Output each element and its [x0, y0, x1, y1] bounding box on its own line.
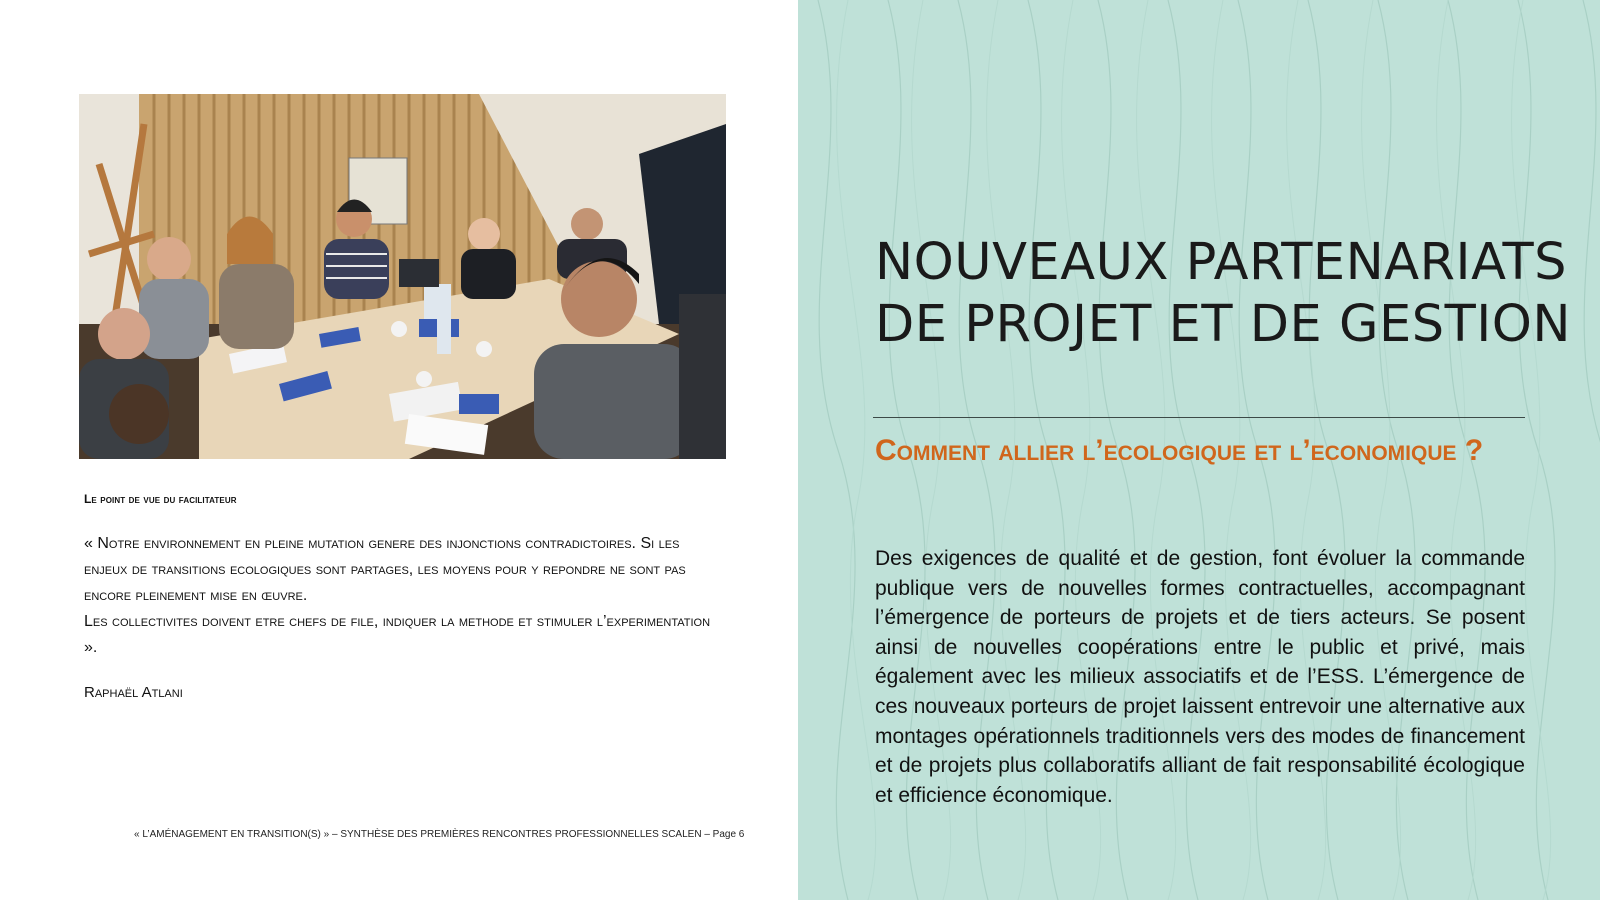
body-paragraph: Des exigences de qualité et de gestion, font évoluer la commande publique vers de nouvelles formes contractuelles, accompagnant l’émergence de porteurs de projets et de tiers acteurs. Se posent ainsi de nouvelles coopérations entre le public et privé, mais également avec les milieux associatifs et de l’ESS. L’émergence de ces nouveaux porteurs de projet laissent entrevoir une alternative aux montages opérationnels traditionnels vers des modes de financement et de projets plus collaboratifs alliant de fait responsabilité écologique et efficience économique.: [875, 547, 1525, 807]
page-subtitle: Comment allier l’ecologique et l’economique ?: [875, 434, 1484, 467]
facilitator-quote: [84, 531, 724, 661]
page-title: NOUVEAUX PARTENARIATS DE PROJET ET DE GESTION: [875, 233, 1572, 354]
quote-paragraph-1: « Notre environnement en pleine mutation genere des injonctions contradictoires. Si les enjeux de transitions ecologiques sont partages, les moyens pour y repondre ne sont pas encore pleinement mise en œuvre.: [84, 535, 686, 604]
title-divider: [873, 417, 1525, 418]
page-footer: « L’AMÉNAGEMENT EN TRANSITION(S) » – SYNTHÈSE DES PREMIÈRES RENCONTRES PROFESSIONNELLES SCALEN – Page 6: [134, 829, 745, 840]
left-page: [0, 0, 798, 900]
right-page: [798, 0, 1600, 900]
facilitator-heading: Le point de vue du facilitateur: [84, 492, 237, 506]
meeting-photo: [79, 94, 726, 459]
quote-author: Raphaël Atlani: [84, 684, 183, 701]
quote-paragraph-2: Les collectivites doivent etre chefs de file, indiquer la methode et stimuler l’experimentation ».: [84, 613, 711, 656]
